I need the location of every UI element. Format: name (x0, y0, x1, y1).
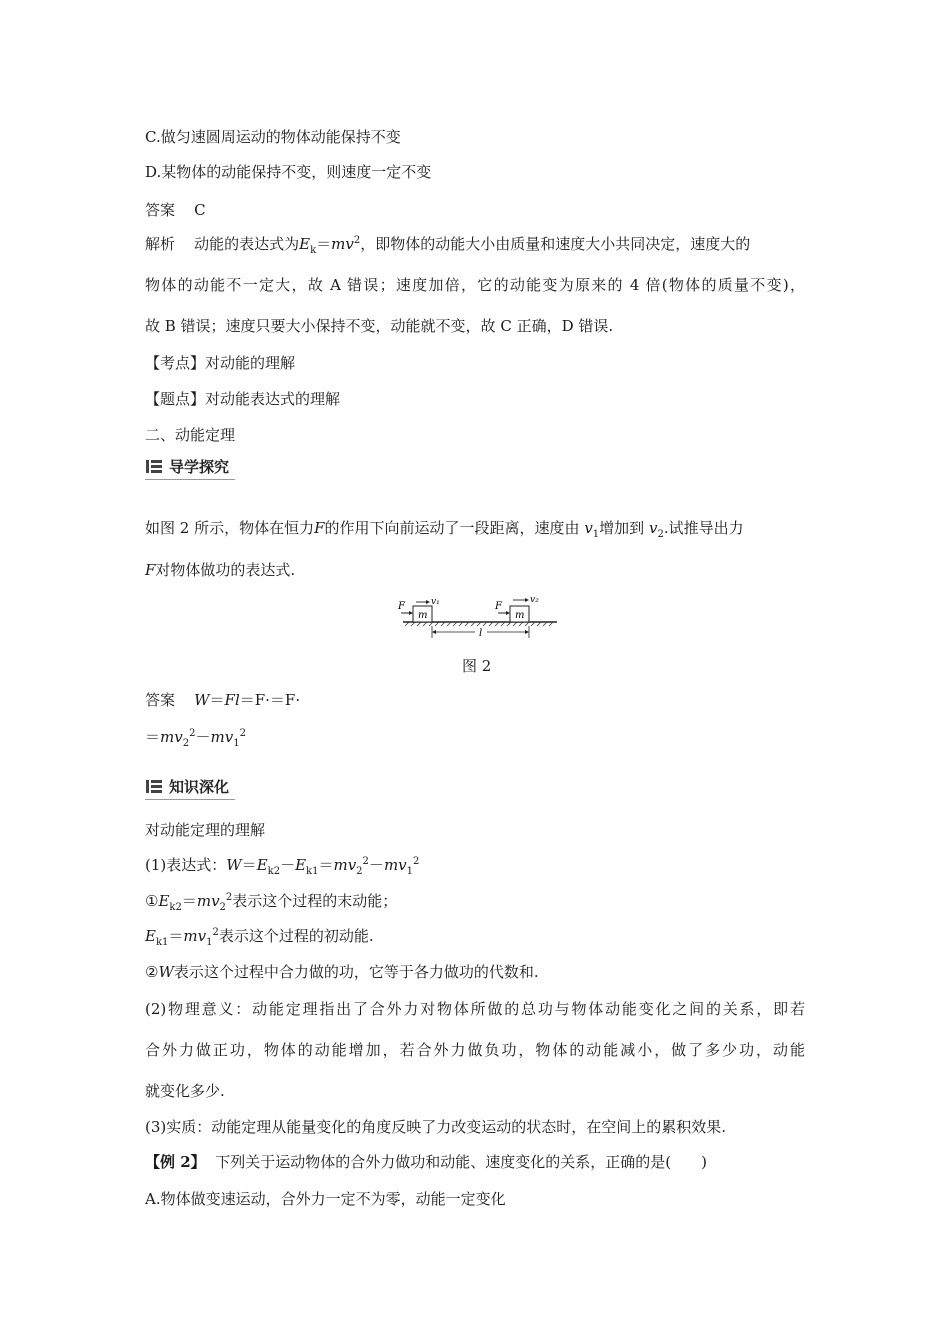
mass-label-2: m (515, 610, 525, 621)
deep-line-4: ②W表示这个过程中合力做的功，它等于各力做功的代数和. (145, 963, 539, 981)
deep-line-3: $E_{k1}=mv_1^2$表示这个过程的初动能. (145, 927, 374, 948)
answer-value: C (194, 201, 206, 219)
figure-2-diagram (395, 592, 565, 640)
list-icon (146, 780, 162, 793)
deep-line-2: $①E_{k2}=mv_2^2$表示这个过程的末动能； (145, 892, 398, 913)
option-d: D.某物体的动能保持不变，则速度一定不变 (145, 163, 432, 181)
force-label-1: F (398, 601, 405, 612)
force-label-2: F (495, 601, 502, 612)
answer-1 (145, 200, 206, 220)
deep-title: 对动能定理的理解 (145, 821, 266, 839)
explanation-line-3: 故 B 错误；速度只要大小保持不变，动能就不变，故 C 正确，D 错误. (145, 317, 614, 335)
option-c: C.做匀速圆周运动的物体动能保持不变 (145, 128, 401, 146)
question-line-2: F对物体做功的表达式. (145, 561, 296, 579)
distance-label: l (479, 628, 483, 639)
header-guide-title: 导学探究 (169, 458, 230, 476)
deep-line-8: (3)实质：动能定理从能量变化的角度反映了力改变运动的状态时，在空间上的累积效果. (145, 1118, 727, 1136)
example-text: 下列关于运动物体的合外力做功和动能、速度变化的关系，正确的是( ) (215, 1153, 707, 1171)
explanation-line-1: 解析 动能的表达式为$E_k=mv^2$，即物体的动能大小由质量和速度大小共同决定，速度大的 (145, 235, 751, 256)
header-guide (145, 455, 235, 480)
velocity-label-2: v₂ (530, 595, 539, 605)
mass-label-1: m (418, 610, 428, 621)
explanation-line-2: 物体的动能不一定大，故 A 错误；速度加倍，它的动能变为原来的 4 倍(物体的质量不变)， (145, 276, 805, 294)
example-2-option-a: A.物体做变速运动，合外力一定不为零，动能一定变化 (145, 1190, 506, 1208)
question-line-1: 如图 2 所示，物体在恒力F的作用下向前运动了一段距离，速度由 $v_1$增加到 $v_2$.试推导出力 (145, 519, 744, 540)
answer-label: 答案 (145, 691, 176, 709)
tidian: 【题点】对动能表达式的理解 (145, 390, 341, 408)
deep-line-7: 就变化多少. (145, 1082, 225, 1100)
deep-line-1: (1)表达式：$W=E_{k2}-E_{k1}=mv_2^2-mv_1^2$ (145, 856, 420, 877)
example-tag: 【例 2】 (145, 1153, 206, 1171)
figure-caption: 图 2 (462, 657, 492, 675)
deep-line-6: 合外力做正功，物体的动能增加，若合外力做负功，物体的动能减小，做了多少功，动能 (145, 1041, 805, 1059)
kaodian: 【考点】对动能的理解 (145, 354, 296, 372)
list-icon (146, 460, 162, 473)
answer-2-line-1: 答案 W＝Fl＝F·＝F· (145, 691, 301, 709)
answer-label: 答案 (145, 201, 176, 219)
deep-line-5: (2)物理意义：动能定理指出了合外力对物体所做的总功与物体动能变化之间的关系，即若 (145, 1000, 805, 1018)
answer-2-line-2: $=mv_2^2-mv_1^2$ (145, 728, 246, 749)
example-2 (145, 1152, 707, 1172)
header-knowledge (145, 775, 235, 800)
velocity-label-1: v₁ (431, 597, 440, 607)
section-title: 二、动能定理 (145, 426, 236, 444)
explanation-label: 解析 (145, 235, 176, 253)
header-knowledge-title: 知识深化 (169, 778, 230, 796)
